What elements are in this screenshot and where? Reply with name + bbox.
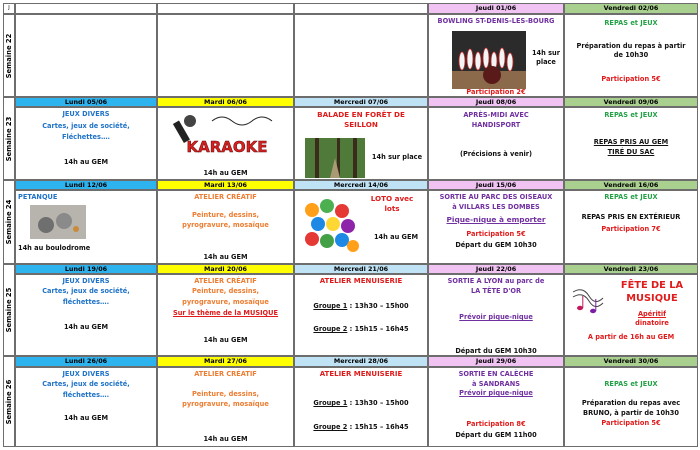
cell-w24-thu — [428, 190, 564, 264]
header-mercredi-14-06: Mercredi 14/06 — [294, 180, 428, 190]
fete-line-2: dinatoire — [635, 319, 669, 327]
cell-w25-wed — [294, 274, 428, 356]
handisport-note: (Précisions à venir) — [459, 150, 533, 158]
caleche-picnic: Prévoir pique-nique — [459, 389, 533, 397]
atelier-line-2: pyrogravure, mosaïque — [182, 221, 269, 229]
cell-w22-wed — [294, 14, 428, 97]
repas-w23-line-1: REPAS PRIS AU GEM — [593, 138, 669, 146]
header-mardi-20-06: Mardi 20/06 — [157, 264, 294, 274]
menuiserie-w26-title: ATELIER MENUISERIE — [319, 370, 403, 378]
cell-w22-fri — [564, 14, 698, 97]
repas-title: REPAS et JEUX — [604, 19, 658, 27]
header-lundi-26-06: Lundi 26/06 — [15, 356, 157, 367]
cell-w23-tue — [157, 107, 294, 180]
bowling-place-2: place — [536, 58, 556, 66]
caleche-price: Participation 8€ — [466, 420, 526, 428]
cell-w25-fri — [564, 274, 698, 356]
atelier-time: 14h au GEM — [203, 253, 248, 261]
week-label-23: Semaine 23 — [3, 97, 15, 180]
header-mardi-06-06: Mardi 06/06 — [157, 97, 294, 107]
repas-price: Participation 5€ — [601, 75, 661, 83]
corner-cell: J — [3, 3, 15, 14]
repas-w24-line-1: REPAS PRIS EN EXTÉRIEUR — [581, 213, 681, 221]
fete-title-1: FÊTE DE LA — [620, 280, 684, 291]
jeux-w25-title: JEUX DIVERS — [62, 277, 110, 285]
atelier-w25-line-2: pyrogravure, mosaïque — [182, 298, 269, 306]
header-vendredi-09-06: Vendredi 09/06 — [564, 97, 698, 107]
jeux-w25-time: 14h au GEM — [63, 323, 109, 331]
petanque-title: PETANQUE — [18, 193, 58, 201]
jeux-w26-title: JEUX DIVERS — [62, 370, 110, 378]
header-mardi-13-06: Mardi 13/06 — [157, 180, 294, 190]
loto-time: 14h au GEM — [373, 233, 419, 241]
jeux-w25-line-2: fléchettes…. — [62, 298, 110, 306]
balade-place: 14h sur place — [371, 153, 423, 161]
menuiserie-w26-group-1 — [295, 399, 427, 408]
jeux-time: 14h au GEM — [63, 158, 109, 166]
empty-header-mon — [15, 3, 157, 14]
header-vendredi-30-06: Vendredi 30/06 — [564, 356, 698, 367]
forest-image — [305, 138, 365, 178]
repas-w24-price: Participation 7€ — [601, 225, 661, 233]
lyon-title-1: SORTIE A LYON au parc de — [447, 277, 545, 285]
cell-w26-tue — [157, 367, 294, 447]
oiseaux-depart: Départ du GEM 10h30 — [455, 241, 537, 249]
fete-time: A partir de 16h au GEM — [587, 333, 675, 341]
oiseaux-picnic: Pique-nique à emporter — [446, 215, 546, 224]
repas-desc-1: Préparation du repas à partir — [576, 42, 686, 50]
fete-line-1: Apéritif — [637, 310, 667, 318]
cell-w26-thu — [428, 367, 564, 447]
jeux-line-1: Cartes, jeux de société, — [42, 122, 130, 130]
lyon-title-2: LA TÊTE D'OR — [470, 287, 522, 295]
repas-w26-desc-2: BRUNO, à partir de 10h30 — [583, 409, 679, 417]
header-jeudi-29-06: Jeudi 29/06 — [428, 356, 564, 367]
menuiserie-w26-group-2 — [295, 423, 427, 432]
cell-w26-mon — [15, 367, 157, 447]
fete-title-2: MUSIQUE — [626, 293, 678, 304]
jeux-w26-line-2: fléchettes…. — [62, 391, 110, 399]
group-2-time-w26: : 15h15 – 16h45 — [347, 423, 409, 431]
header-lundi-19-06: Lundi 19/06 — [15, 264, 157, 274]
week-label-25: Semaine 25 — [3, 264, 15, 356]
atelier-w26-line-1: Peinture, dessins, — [191, 390, 260, 398]
week-label-22: Semaine 22 — [3, 14, 15, 97]
menuiserie-group-2 — [295, 325, 427, 334]
caleche-title-1: SORTIE EN CALÈCHE — [458, 370, 534, 378]
caleche-title-2: à SANDRANS — [471, 380, 521, 388]
loto-image — [300, 196, 362, 256]
petanque-image — [30, 205, 86, 239]
week-label-24: Semaine 24 — [3, 180, 15, 264]
planning-table — [3, 3, 698, 447]
menuiserie-title: ATELIER MENUISERIE — [319, 277, 403, 285]
repas-title-w26: REPAS et JEUX — [604, 380, 658, 388]
loto-title-2: lots — [384, 204, 400, 213]
jeux-title: JEUX DIVERS — [62, 110, 110, 118]
atelier-w26-time: 14h au GEM — [203, 435, 248, 443]
atelier-w25-title: ATELIER CRÉATIF — [194, 277, 257, 285]
menuiserie-group-1 — [295, 302, 427, 311]
cell-w24-fri — [564, 190, 698, 264]
jeux-w25-line-1: Cartes, jeux de société, — [42, 287, 130, 295]
repas-title-w23: REPAS et JEUX — [604, 111, 658, 119]
group-1-label: Groupe 1 — [313, 302, 348, 310]
cell-w25-tue — [157, 274, 294, 356]
header-mercredi-07-06: Mercredi 07/06 — [294, 97, 428, 107]
loto-title-1: LOTO avec — [370, 194, 414, 203]
atelier-w26-line-2: pyrogravure, mosaïque — [182, 400, 269, 408]
bowling-place-1: 14h sur — [531, 49, 561, 57]
header-vendredi-16-06: Vendredi 16/06 — [564, 180, 698, 190]
group-2-label-w26: Groupe 2 — [313, 423, 348, 431]
group-1-time-w26: : 13h30 – 15h00 — [347, 399, 409, 407]
oiseaux-price: Participation 5€ — [466, 230, 526, 238]
atelier-w25-theme: Sur le thème de la MUSIQUE — [172, 309, 279, 317]
group-1-time: : 13h30 – 15h00 — [347, 302, 409, 310]
bowling-price: Participation 2€ — [466, 88, 526, 96]
handisport-title-2: HANDISPORT — [471, 121, 521, 129]
oiseaux-title-2: à VILLARS LES DOMBES — [452, 203, 540, 211]
header-jeudi-22-06: Jeudi 22/06 — [428, 264, 564, 274]
header-vendredi-02-06: Vendredi 02/06 — [564, 3, 698, 14]
karaoke-image — [172, 115, 278, 163]
cell-w26-fri — [564, 367, 698, 447]
atelier-w25-time: 14h au GEM — [203, 336, 248, 344]
empty-header-wed — [294, 3, 428, 14]
header-vendredi-23-06: Vendredi 23/06 — [564, 264, 698, 274]
header-mercredi-28-06: Mercredi 28/06 — [294, 356, 428, 367]
bowling-image — [452, 31, 526, 89]
repas-desc-2: de 10h30 — [613, 51, 649, 59]
cell-w22-tue — [157, 14, 294, 97]
group-2-time: : 15h15 – 16h45 — [347, 325, 409, 333]
petanque-place: 14h au boulodrome — [18, 244, 91, 252]
lyon-picnic: Prévoir pique-nique — [459, 313, 533, 321]
repas-title-w24: REPAS et JEUX — [604, 193, 658, 201]
atelier-w25-line-1: Peinture, dessins, — [191, 287, 260, 295]
cell-w23-fri — [564, 107, 698, 180]
header-lundi-12-06: Lundi 12/06 — [15, 180, 157, 190]
repas-w23-line-2: TIRÉ DU SAC — [607, 148, 655, 156]
jeux-w26-line-1: Cartes, jeux de société, — [42, 380, 130, 388]
cell-w23-thu — [428, 107, 564, 180]
jeux-w26-time: 14h au GEM — [63, 414, 109, 422]
cell-w22-mon — [15, 14, 157, 97]
atelier-line-1: Peinture, dessins, — [191, 211, 260, 219]
handisport-title-1: APRÈS-MIDI AVEC — [463, 111, 529, 119]
bowling-title: BOWLING ST-DENIS-LES-BOURG — [437, 17, 555, 25]
header-lundi-05-06: Lundi 05/06 — [15, 97, 157, 107]
cell-w23-mon — [15, 107, 157, 180]
group-2-label: Groupe 2 — [313, 325, 348, 333]
atelier-w26-title: ATELIER CRÉATIF — [194, 370, 257, 378]
header-jeudi-08-06: Jeudi 08/06 — [428, 97, 564, 107]
week-label-26: Semaine 26 — [3, 356, 15, 447]
jeux-line-2: Fléchettes…. — [61, 133, 111, 141]
caleche-depart: Départ du GEM 11h00 — [455, 431, 537, 439]
cell-w25-thu — [428, 274, 564, 356]
cell-w24-wed — [294, 190, 428, 264]
header-jeudi-01-06: Jeudi 01/06 — [428, 3, 564, 14]
cell-w23-wed — [294, 107, 428, 180]
empty-header-tue — [157, 3, 294, 14]
repas-w26-desc-1: Préparation du repas avec — [581, 399, 681, 407]
cell-w22-thu — [428, 14, 564, 97]
header-jeudi-15-06: Jeudi 15/06 — [428, 180, 564, 190]
header-mercredi-21-06: Mercredi 21/06 — [294, 264, 428, 274]
atelier-title: ATELIER CRÉATIF — [194, 193, 257, 201]
group-1-label-w26: Groupe 1 — [313, 399, 348, 407]
karaoke-logo-text: KARAOKE — [186, 138, 268, 156]
karaoke-time: 14h au GEM — [203, 169, 248, 177]
repas-w26-price: Participation 5€ — [601, 419, 661, 427]
music-notes-icon — [571, 284, 605, 318]
oiseaux-title-1: SORTIE AU PARC DES OISEAUX — [439, 193, 553, 201]
balade-title-1: BALADE EN FORÊT DE — [317, 110, 405, 119]
cell-w24-mon — [15, 190, 157, 264]
header-mardi-27-06: Mardi 27/06 — [157, 356, 294, 367]
lyon-depart: Départ du GEM 10h30 — [455, 347, 537, 355]
balade-title-2: SEILLON — [344, 120, 378, 129]
cell-w25-mon — [15, 274, 157, 356]
cell-w24-tue — [157, 190, 294, 264]
cell-w26-wed — [294, 367, 428, 447]
